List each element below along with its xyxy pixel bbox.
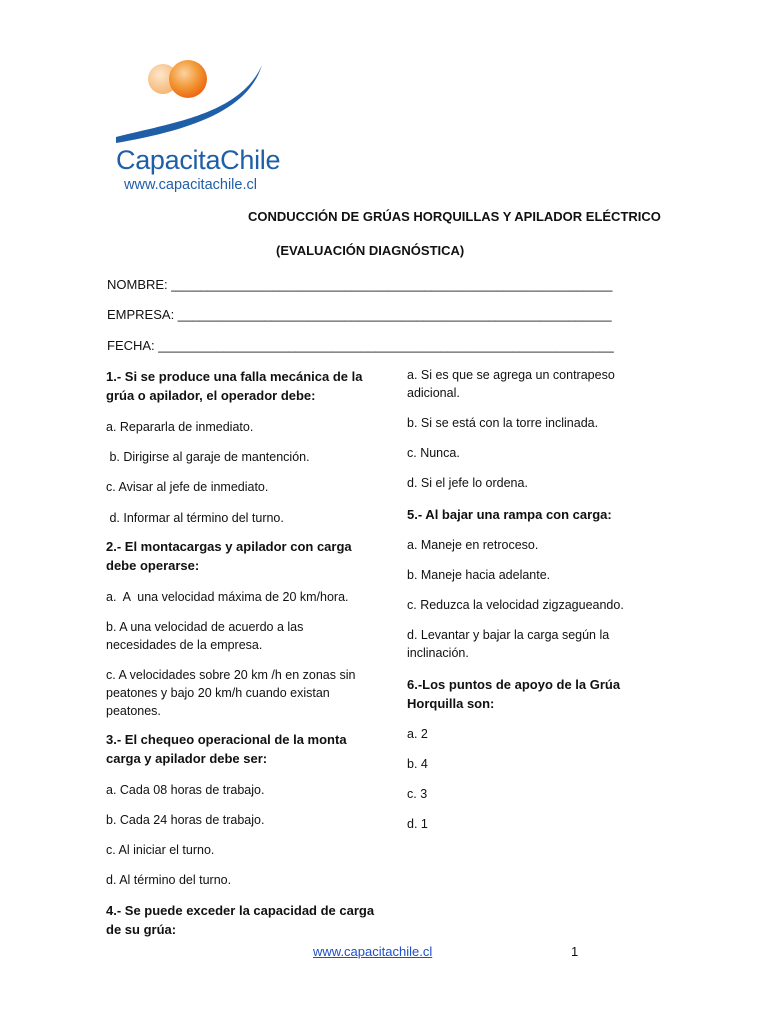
question-1: 1.- Si se produce una falla mecánica de la grúa o apilador, el operador debe: <box>106 369 363 403</box>
capacitachile-logo <box>110 55 280 195</box>
q6-option-d: d. 1 <box>407 817 428 831</box>
left-column <box>106 367 376 939</box>
q1-option-d: d. Informar al término del turno. <box>106 511 284 525</box>
question-4: 4.- Se puede exceder la capacidad de carga de su grúa: <box>106 903 375 937</box>
page-number: 1 <box>571 944 579 959</box>
footer-website-link[interactable]: www.capacitachile.cl <box>313 944 433 959</box>
q1-option-a: a. Repararla de inmediato. <box>106 420 254 434</box>
logo-graphic <box>110 55 280 150</box>
q3-option-c: c. Al iniciar el turno. <box>106 843 215 857</box>
q5-option-d: d. Levantar y bajar la carga según la inclinación. <box>407 628 610 660</box>
right-column <box>407 366 637 833</box>
document-subtitle: (EVALUACIÓN DIAGNÓSTICA) <box>276 243 465 258</box>
q6-option-a: a. 2 <box>407 727 428 741</box>
question-6: 6.-Los puntos de apoyo de la Grúa Horquilla son: <box>407 677 621 711</box>
brand-name-part1: Capacita <box>116 145 221 175</box>
document-title: CONDUCCIÓN DE GRÚAS HORQUILLAS Y APILADOR ELÉCTRICO <box>248 209 661 224</box>
q6-option-b: b. 4 <box>407 757 428 771</box>
empresa-field: EMPRESA: ____________________________________________________________ <box>107 307 612 322</box>
q5-option-b: b. Maneje hacia adelante. <box>407 568 551 582</box>
q3-option-a: a. Cada 08 horas de trabajo. <box>106 783 265 797</box>
q5-option-c: c. Reduzca la velocidad zigzagueando. <box>407 598 624 612</box>
question-3: 3.- El chequeo operacional de la monta carga y apilador debe ser: <box>106 732 347 766</box>
q2-option-b: b. A una velocidad de acuerdo a las necesidades de la empresa. <box>106 620 304 652</box>
brand-url: www.capacitachile.cl <box>124 177 257 193</box>
q2-option-a: a. A una velocidad máxima de 20 km/hora. <box>106 590 349 604</box>
q4-option-d: d. Si el jefe lo ordena. <box>407 476 528 490</box>
q5-option-a: a. Maneje en retroceso. <box>407 538 539 552</box>
question-5: 5.- Al bajar una rampa con carga: <box>407 507 612 522</box>
q6-option-c: c. 3 <box>407 787 428 801</box>
question-2: 2.- El montacargas y apilador con carga debe operarse: <box>106 539 352 573</box>
q4-option-a: a. Si es que se agrega un contrapeso adicional. <box>407 368 615 400</box>
q4-option-c: c. Nunca. <box>407 446 460 460</box>
brand-name-part2: Chile <box>220 145 281 175</box>
q1-option-c: c. Avisar al jefe de inmediato. <box>106 480 269 494</box>
q4-option-b: b. Si se está con la torre inclinada. <box>407 416 599 430</box>
q1-option-b: b. Dirigirse al garaje de mantención. <box>106 450 310 464</box>
q3-option-b: b. Cada 24 horas de trabajo. <box>106 813 265 827</box>
q2-option-c: c. A velocidades sobre 20 km /h en zonas sin peatones y bajo 20 km/h cuando existan peatones. <box>106 668 356 718</box>
fecha-field: FECHA: _______________________________________________________________ <box>107 338 614 353</box>
q3-option-d: d. Al término del turno. <box>106 873 232 887</box>
brand-name <box>116 145 280 176</box>
logo-circle-front <box>169 60 207 98</box>
nombre-field: NOMBRE: _____________________________________________________________ <box>107 277 613 292</box>
